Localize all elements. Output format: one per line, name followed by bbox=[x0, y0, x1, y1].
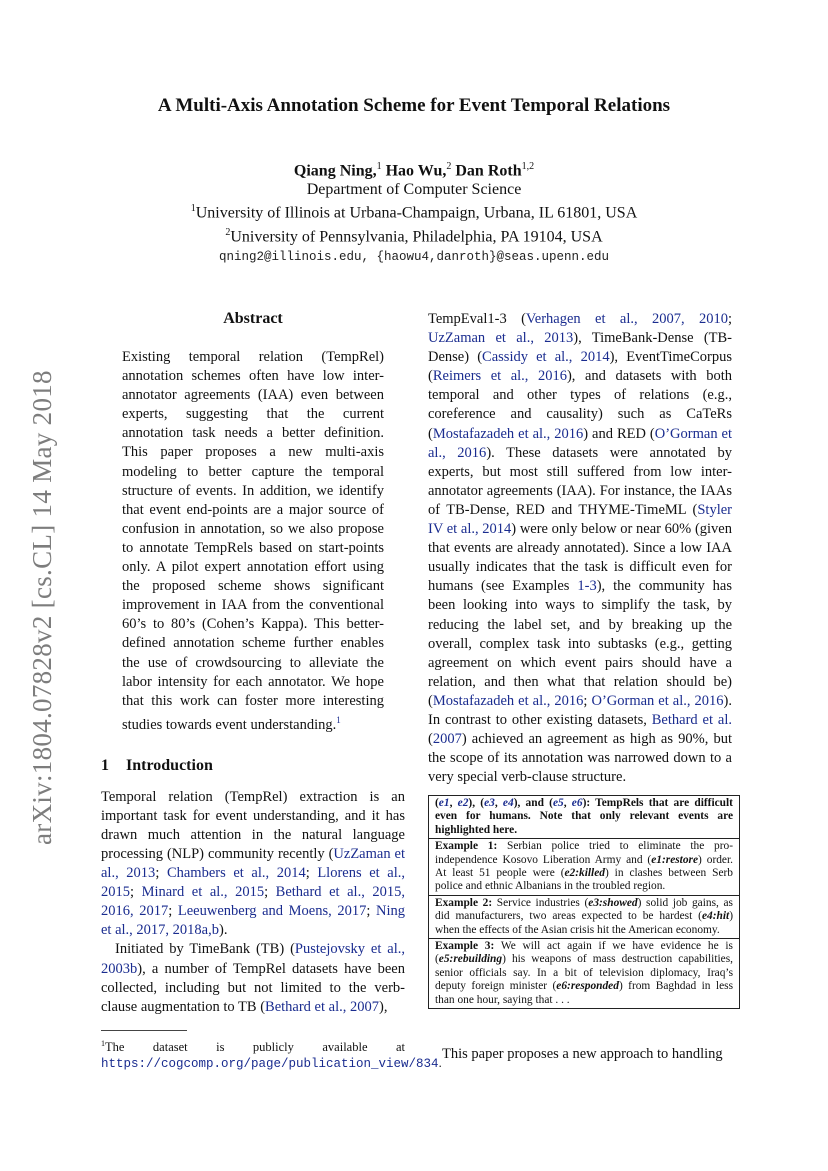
body-text: ) achieved an agreement as high as 90%, but the scope of its annotation was narrowed down to a very special verb-clause structure. bbox=[428, 731, 732, 786]
example-1 bbox=[429, 838, 739, 895]
event-mention: e4:hit bbox=[701, 910, 730, 923]
body-text: ; bbox=[305, 865, 318, 882]
citation-link[interactable]: UzZaman et al., 2013 bbox=[101, 845, 405, 882]
citation-link[interactable]: 2007 bbox=[432, 731, 462, 748]
example-label: Example 1: bbox=[435, 840, 498, 853]
caption-text: ), ( bbox=[468, 797, 485, 809]
example-label: Example 2: bbox=[435, 896, 493, 909]
citation-link[interactable]: Minard et al., 2015 bbox=[141, 884, 265, 901]
body-text: ), TimeBank-Dense (TB-Dense) ( bbox=[428, 330, 733, 366]
citation-link[interactable]: Styler IV et al., 2014 bbox=[428, 501, 732, 538]
citation-link[interactable]: Chambers et al., 2014 bbox=[166, 865, 306, 882]
citation-link[interactable]: Bethard et al. bbox=[651, 711, 732, 728]
abstract-body bbox=[122, 348, 384, 735]
affiliation-2 bbox=[0, 223, 828, 246]
affiliation-text: University of Pennsylvania, Philadelphia, PA 19104, USA bbox=[230, 227, 603, 245]
examples-caption bbox=[429, 796, 739, 838]
body-text: ; bbox=[583, 692, 592, 709]
body-text: ), the community has been looking into ways to simplify the task, by reducing the label set, and by breaking up the overall, complex task into subtasks (e.g., getting agreement on which event pairs should have a relation, and then what that relation should be) ( bbox=[428, 578, 732, 709]
affiliation-mark: 1 bbox=[190, 203, 196, 215]
body-text: ), bbox=[379, 998, 388, 1015]
abstract-text: Existing temporal relation (TempRel) annotation schemes often have low inter-annotator agreements (IAA) even between experts, suggesting that the current annotation task needs a better definition. This paper proposes a new multi-axis modeling to better capture the temporal structure of events. In addition, we identify that event end-points are a major source of confusion in annotation, so we also propose to annotate TempRels based on start-points only. A pilot expert annotation effort using the proposed scheme shows significant improvement in IAA from the conventional 60’s to 80’s (Cohen’s Kappa). This better-defined annotation scheme further enables the use of crowdsourcing to alleviate the labor intensity for each annotator. We hope that this work can foster more interesting studies towards event understanding. bbox=[122, 349, 384, 733]
body-text: ; bbox=[155, 865, 167, 882]
affiliation-1 bbox=[0, 199, 828, 222]
author-affiliation-mark: 1,2 bbox=[521, 161, 535, 172]
footnote-reference[interactable]: 1 bbox=[336, 714, 341, 725]
event-mention: e6:responded bbox=[556, 980, 619, 993]
dataset-url-link[interactable]: https://cogcomp.org/page/publication_view/834 bbox=[101, 1057, 439, 1072]
body-text: Temporal relation (TempRel) extraction is an important task for event understanding, and it has drawn much attention in the natural language processing (NLP) community recently ( bbox=[101, 788, 405, 862]
intro-paragraph-2 bbox=[101, 940, 405, 1016]
event-mention: e2:killed bbox=[564, 867, 605, 880]
event-mention: e3:showed bbox=[588, 896, 638, 909]
event-ref-link[interactable]: e6 bbox=[571, 797, 583, 809]
author-affiliation-mark: 1 bbox=[376, 161, 382, 172]
citation-link[interactable]: Ning et al., 2017, 2018a,b bbox=[101, 903, 406, 939]
affiliation-mark: 2 bbox=[225, 226, 231, 238]
example-text: ) order. At least 51 people were ( bbox=[435, 853, 733, 880]
abstract-heading: Abstract bbox=[223, 310, 283, 327]
body-text: ). bbox=[219, 922, 228, 939]
author-name: Dan Roth bbox=[455, 162, 522, 180]
body-text: ). These datasets were annotated by experts, but most still suffered from low inter-annotator agreements (IAA). For instance, the IAAs of TB-Dense, RED and THYME-TimeML ( bbox=[428, 444, 733, 518]
example-label: Example 3: bbox=[435, 940, 495, 953]
body-text: ( bbox=[428, 731, 433, 748]
citation-link[interactable]: Llorens et al., 2015 bbox=[101, 865, 405, 901]
citation-link[interactable]: Leeuwenberg and Moens, 2017 bbox=[177, 903, 367, 920]
citation-link[interactable]: O’Gorman et al., 2016 bbox=[428, 425, 732, 461]
event-ref-link[interactable]: e1 bbox=[438, 797, 450, 809]
right-column bbox=[428, 310, 732, 787]
example-text: ) in clashes between Serb police and ethnic Albanians in the troubled region. bbox=[435, 867, 733, 893]
caption-text: ): TempRels that are difficult even for humans. Note that only relevant events are highlighted here. bbox=[435, 797, 733, 836]
examples-table bbox=[428, 795, 740, 1009]
event-ref-link[interactable]: e2 bbox=[457, 797, 469, 809]
body-text: ; bbox=[366, 903, 377, 920]
example-text: Serbian police tried to eliminate the pro-independence Kosovo Liberation Army and ( bbox=[435, 840, 733, 866]
citation-link[interactable]: Cassidy et al., 2014 bbox=[482, 349, 610, 366]
caption-text: ), and ( bbox=[513, 797, 553, 809]
caption-text: , bbox=[563, 797, 572, 809]
body-text: ), a number of TempRel datasets have been collected, including but not limited to the verb-clause augmentation to TB ( bbox=[101, 960, 405, 1015]
body-text: ; bbox=[130, 884, 142, 901]
example-text: ) solid job gains, as did manufacturers, two areas expected to be hardest ( bbox=[435, 896, 733, 923]
body-text: Initiated by TimeBank (TB) ( bbox=[115, 941, 295, 958]
event-ref-link[interactable]: e3 bbox=[484, 797, 495, 809]
right-paragraph bbox=[428, 310, 732, 787]
footnote-text: . bbox=[438, 1056, 442, 1071]
body-text: ) and RED ( bbox=[583, 425, 655, 442]
intro-paragraph-1 bbox=[101, 788, 405, 941]
author-affiliation-mark: 2 bbox=[446, 161, 452, 172]
paper-header bbox=[0, 95, 828, 264]
citation-link[interactable]: Verhagen et al., 2007, 2010 bbox=[525, 311, 728, 327]
example-text: ) when the effects of the Asian crisis hit the American economy. bbox=[435, 910, 733, 936]
example-text: Service industries ( bbox=[492, 896, 589, 909]
body-text: ; bbox=[727, 311, 732, 327]
event-ref-link[interactable]: e5 bbox=[552, 797, 564, 809]
right-column-continuation: This paper proposes a new approach to handling bbox=[442, 1046, 723, 1062]
footnote-mark: 1 bbox=[101, 1039, 105, 1048]
left-column bbox=[101, 310, 405, 1017]
body-text: ; bbox=[168, 903, 178, 920]
body-text: ), and datasets with both temporal and other types of relations (e.g., coreference and causality) such as CaTeRs ( bbox=[428, 368, 732, 442]
citation-link[interactable]: Mostafazadeh et al., 2016 bbox=[432, 692, 584, 709]
author-name: Hao Wu, bbox=[385, 162, 447, 180]
citation-link[interactable]: Mostafazadeh et al., 2016 bbox=[432, 425, 584, 442]
citation-link[interactable]: Bethard et al., 2015, 2016, 2017 bbox=[101, 884, 405, 920]
author-list bbox=[0, 161, 828, 180]
author-name: Qiang Ning, bbox=[293, 162, 377, 180]
body-text: ). In contrast to other existing datasets, bbox=[428, 692, 732, 728]
citation-link[interactable]: Pustejovsky et al., 2003b bbox=[101, 941, 405, 977]
body-text: TempEval1-3 ( bbox=[428, 311, 526, 327]
example-text: ) from Baghdad in less than one hour, saying that . . . bbox=[435, 980, 734, 1006]
footnote-text: The dataset is publicly available at bbox=[105, 1040, 405, 1055]
section-title: Introduction bbox=[126, 756, 213, 774]
department: Department of Computer Science bbox=[306, 181, 522, 199]
example-3 bbox=[429, 938, 739, 1008]
body-text: ; bbox=[264, 884, 276, 901]
event-mention: e1:restore bbox=[651, 853, 699, 866]
author-emails: qning2@illinois.edu, {haowu4,danroth}@seas.upenn.edu bbox=[218, 249, 610, 264]
caption-text: , bbox=[494, 797, 503, 809]
body-text: ), EventTimeCorpus ( bbox=[428, 349, 732, 385]
body-text: ) were only below or near 60% (given that events are already annotated). Since a low IAA usually indicates that the task is difficult even for humans (see Examples bbox=[428, 521, 732, 595]
example-text: We will act again if we have evidence he is ( bbox=[435, 940, 733, 966]
event-ref-link[interactable]: e4 bbox=[502, 797, 514, 809]
caption-text: , bbox=[449, 797, 458, 809]
section-number: 1 bbox=[101, 756, 109, 774]
example-2 bbox=[429, 895, 739, 938]
arxiv-identifier-stamp: arXiv:1804.07828v2 [cs.CL] 14 May 2018 bbox=[27, 370, 57, 845]
caption-text: ( bbox=[435, 797, 439, 809]
paper-title: A Multi-Axis Annotation Scheme for Event Temporal Relations bbox=[157, 95, 671, 116]
citation-link[interactable]: Reimers et al., 2016 bbox=[432, 368, 567, 385]
citation-link[interactable]: Bethard et al., 2007 bbox=[265, 998, 379, 1015]
example-reference-link[interactable]: 1-3 bbox=[577, 578, 597, 595]
citation-link[interactable]: O’Gorman et al., 2016 bbox=[591, 692, 724, 709]
citation-link[interactable]: UzZaman et al., 2013 bbox=[428, 330, 574, 347]
section-heading-introduction bbox=[101, 757, 405, 775]
example-text: ) his weapons of mass destruction capabilities, senior officials say. In a bit of television diplomacy, Iraq’s deputy foreign minister ( bbox=[435, 953, 733, 993]
footnote-divider bbox=[101, 1030, 187, 1031]
affiliation-text: University of Illinois at Urbana-Champaign, Urbana, IL 61801, USA bbox=[195, 204, 638, 222]
event-mention: e5:rebuilding bbox=[438, 953, 503, 966]
footnote bbox=[101, 1036, 442, 1072]
